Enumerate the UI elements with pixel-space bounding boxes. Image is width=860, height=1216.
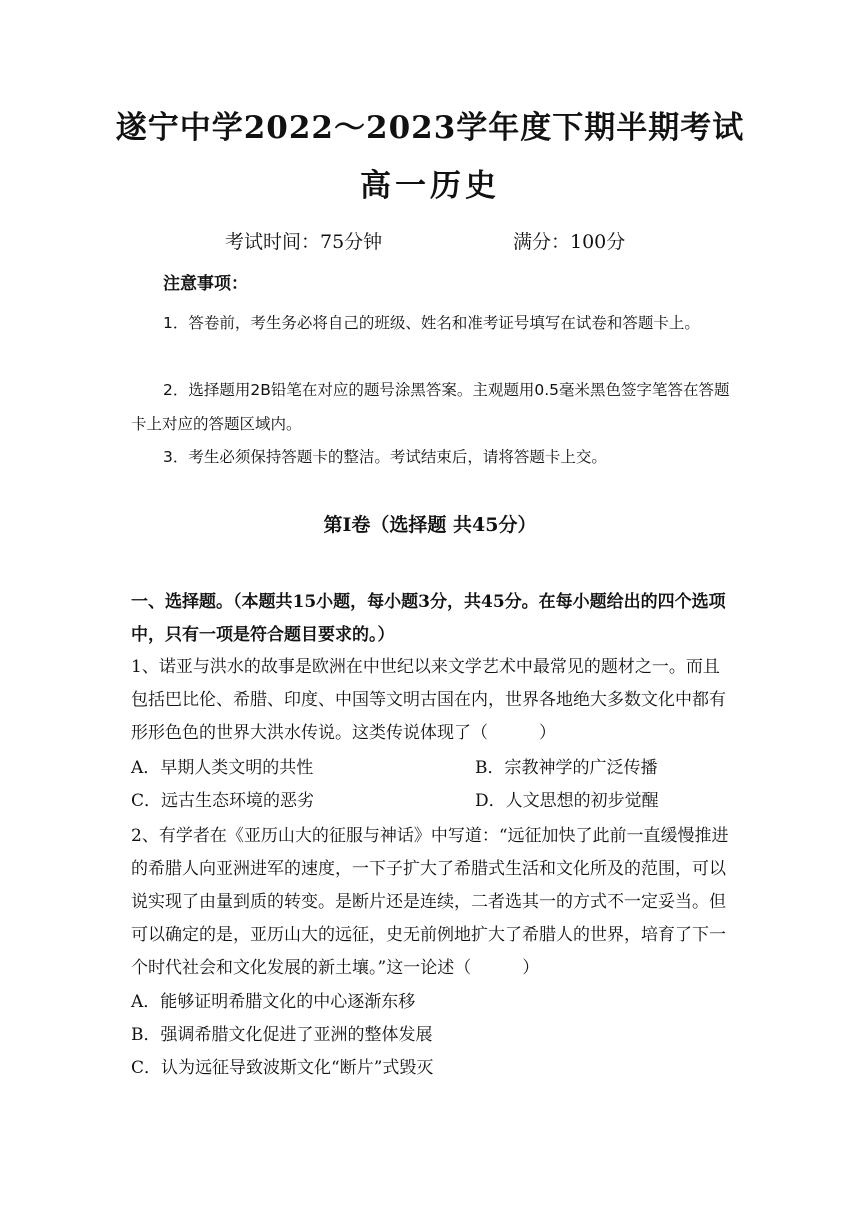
full-score: 满分：100分: [513, 231, 626, 253]
subject-title: 高一历史: [360, 168, 500, 204]
question-2-option-b: B．强调希腊文化促进了亚洲的整体发展: [131, 1025, 433, 1045]
notice-item: 2．选择题用2B铅笔在对应的题号涂黑答案。主观题用0.5毫米黑色签字笔答在答题卡上对应的答题区域内。: [131, 381, 730, 433]
question-1-option-c: C．远古生态环境的恶劣: [131, 791, 315, 811]
notice-item: 1．答卷前，考生务必将自己的班级、姓名和准考证号填写在试卷和答题卡上。: [163, 314, 700, 332]
question-2-option-a: A．能够证明希腊文化的中心逐渐东移: [131, 992, 416, 1012]
section-instruction: 一、选择题。（本题共15小题，每小题3分，共45分。在每小题给出的四个选项中，只有一项是符合题目要求的。）: [131, 592, 726, 645]
section-title: 第Ⅰ卷（选择题 共45分）: [323, 514, 537, 536]
question-1-option-a: A．早期人类文明的共性: [131, 758, 314, 778]
notice-heading: 注意事项：: [163, 274, 248, 294]
exam-title: 遂宁中学2022～2023学年度下期半期考试: [115, 110, 745, 146]
notice-item: 3．考生必须保持答题卡的整洁。考试结束后，请将答题卡上交。: [163, 448, 607, 466]
question-1-option-b: B．宗教神学的广泛传播: [475, 758, 658, 778]
exam-time: 考试时间：75分钟: [225, 231, 383, 253]
question-1-stem: 1、诺亚与洪水的故事是欧洲在中世纪以来文学艺术中最常见的题材之一。而且包括巴比伦、希腊、印度、中国等文明古国在内，世界各地绝大多数文化中都有形形色色的世界大洪水传说。这类传说体现了（ ）: [131, 657, 726, 743]
question-1-option-d: D．人文思想的初步觉醒: [475, 791, 659, 811]
question-2-stem: 2、有学者在《亚历山大的征服与神话》中写道：“远征加快了此前一直缓慢推进的希腊人向亚洲进军的速度，一下子扩大了希腊式生活和文化所及的范围，可以说实现了由量到质的转变。是断片还是连续，二者选其一的方式不一定妥当。但可以确定的是，亚历山大的远征，史无前例地扩大了希腊人的世界，培育了下一个时代社会和文化发展的新土壤。”这一论述（ ）: [131, 826, 729, 978]
question-2-option-c: C．认为远征导致波斯文化“断片”式毁灭: [131, 1058, 434, 1078]
